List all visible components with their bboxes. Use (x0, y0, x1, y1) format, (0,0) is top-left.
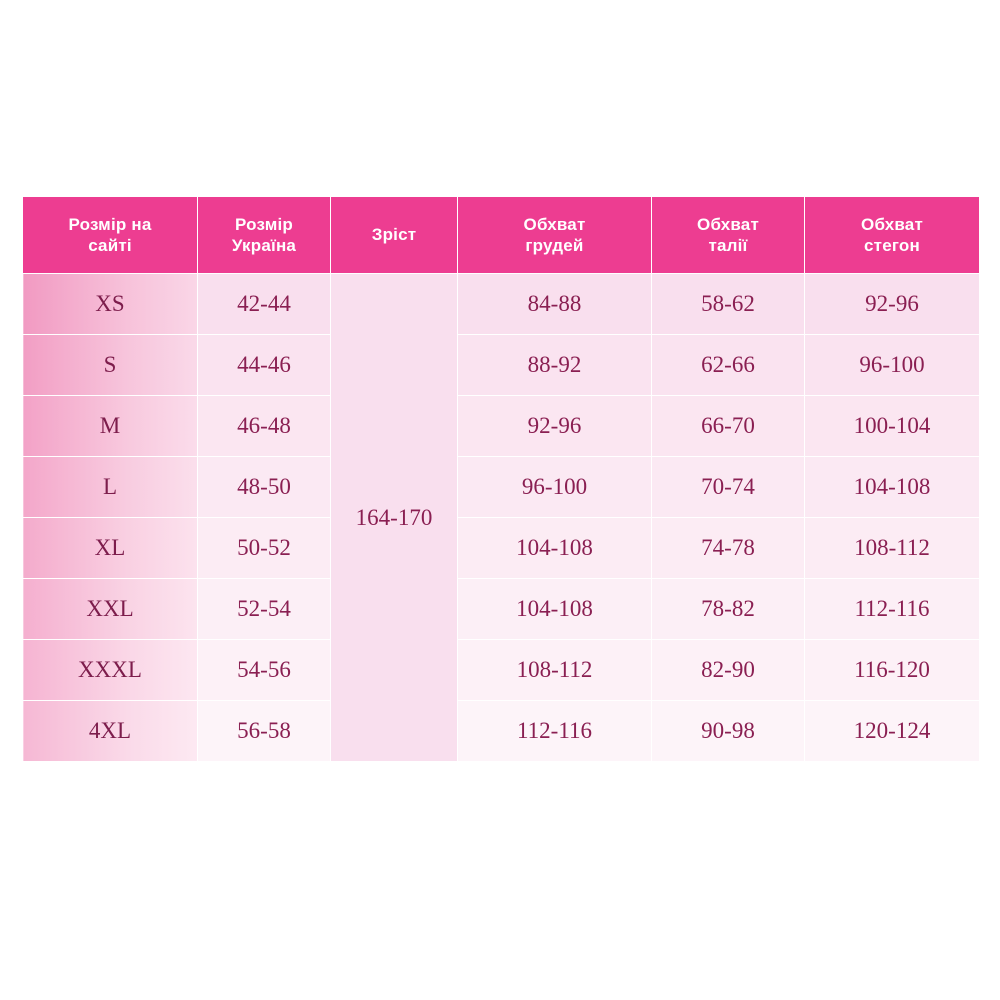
table-row (23, 274, 980, 335)
cell-site-size: M (23, 396, 198, 457)
cell-chest: 96-100 (458, 457, 652, 518)
cell-waist: 78-82 (652, 579, 805, 640)
table-body (23, 274, 980, 762)
cell-chest: 92-96 (458, 396, 652, 457)
table-header-row (23, 197, 980, 274)
cell-ukraine-size: 54-56 (198, 640, 331, 701)
size-chart-table (22, 196, 980, 762)
cell-ukraine-size: 56-58 (198, 701, 331, 762)
table-row (23, 335, 980, 396)
cell-waist: 70-74 (652, 457, 805, 518)
column-header-ukraine-size-line2: Україна (231, 236, 297, 255)
column-header-chest (458, 197, 652, 274)
cell-ukraine-size: 42-44 (198, 274, 331, 335)
table-row (23, 457, 980, 518)
cell-waist: 82-90 (652, 640, 805, 701)
cell-hips: 92-96 (805, 274, 980, 335)
cell-waist: 66-70 (652, 396, 805, 457)
cell-chest: 112-116 (458, 701, 652, 762)
column-header-hips-line2: стегон (864, 236, 920, 255)
column-header-chest-line1: Обхват (523, 214, 586, 234)
cell-waist: 58-62 (652, 274, 805, 335)
cell-hips: 100-104 (805, 396, 980, 457)
cell-hips: 120-124 (805, 701, 980, 762)
cell-ukraine-size: 46-48 (198, 396, 331, 457)
cell-chest: 84-88 (458, 274, 652, 335)
cell-ukraine-size: 50-52 (198, 518, 331, 579)
table-row (23, 701, 980, 762)
cell-height-merged: 164-170 (331, 274, 458, 762)
cell-site-size: XS (23, 274, 198, 335)
cell-ukraine-size: 52-54 (198, 579, 331, 640)
cell-chest: 108-112 (458, 640, 652, 701)
table-row (23, 579, 980, 640)
column-header-waist-line2: талії (708, 236, 748, 255)
cell-chest: 104-108 (458, 579, 652, 640)
column-header-height-line1: Зріст (371, 225, 417, 245)
cell-site-size: S (23, 335, 198, 396)
column-header-waist (652, 197, 805, 274)
cell-site-size: XXL (23, 579, 198, 640)
column-header-site-size (23, 197, 198, 274)
cell-site-size: L (23, 457, 198, 518)
column-header-ukraine-size (198, 197, 331, 274)
cell-hips: 116-120 (805, 640, 980, 701)
cell-ukraine-size: 48-50 (198, 457, 331, 518)
column-header-ukraine-size-line1: Розмір (235, 214, 293, 234)
cell-chest: 104-108 (458, 518, 652, 579)
table-row (23, 518, 980, 579)
cell-site-size: XL (23, 518, 198, 579)
cell-hips: 96-100 (805, 335, 980, 396)
column-header-hips-line1: Обхват (861, 214, 923, 234)
column-header-waist-line1: Обхват (697, 214, 759, 234)
column-header-hips (805, 197, 980, 274)
column-header-height (331, 197, 458, 274)
size-chart-container (22, 196, 979, 762)
cell-site-size: XXXL (23, 640, 198, 701)
cell-waist: 74-78 (652, 518, 805, 579)
cell-site-size: 4XL (23, 701, 198, 762)
column-header-chest-line2: грудей (525, 236, 584, 255)
column-header-site-size-line1: Розмір на (68, 214, 152, 234)
table-row (23, 396, 980, 457)
cell-waist: 90-98 (652, 701, 805, 762)
cell-waist: 62-66 (652, 335, 805, 396)
cell-hips: 108-112 (805, 518, 980, 579)
cell-ukraine-size: 44-46 (198, 335, 331, 396)
cell-hips: 112-116 (805, 579, 980, 640)
cell-hips: 104-108 (805, 457, 980, 518)
table-row (23, 640, 980, 701)
table-header (23, 197, 980, 274)
cell-chest: 88-92 (458, 335, 652, 396)
column-header-site-size-line2: сайті (88, 236, 132, 255)
